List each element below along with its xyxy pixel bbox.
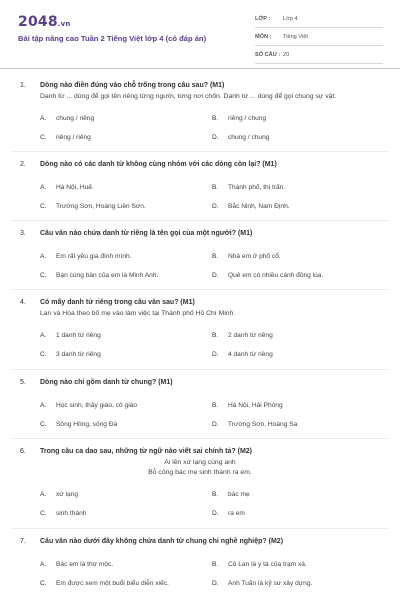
answer-option[interactable] [212, 421, 297, 428]
option-text: 1 danh từ riêng [56, 332, 101, 339]
option-letter: C. [40, 203, 47, 210]
answer-option[interactable] [40, 491, 78, 498]
answer-option[interactable] [40, 510, 86, 517]
question-divider [12, 438, 388, 439]
logo-suffix: .vn [57, 20, 71, 28]
option-letter: D. [212, 134, 219, 141]
option-text: Em được xem một buổi biểu diễn xiếc. [56, 580, 169, 587]
option-letter: D. [212, 580, 219, 587]
option-letter: D. [212, 272, 219, 279]
option-text: 4 danh từ riêng [228, 351, 273, 358]
question-divider [12, 289, 388, 290]
option-letter: B. [212, 402, 219, 409]
option-text: riêng / chung [228, 115, 267, 122]
question-quote-line: Bỗ công bác mẹ sinh thành ra em. [148, 469, 252, 476]
answer-option[interactable] [212, 351, 273, 358]
question-number: 3. [20, 230, 26, 237]
question-number: 5. [20, 379, 26, 386]
question-subtext: Danh từ ... dùng để gọi tên riêng từng người, từng nơi chốn. Danh từ ... dùng để gọi chung sự vật. [40, 93, 337, 100]
info-key: MÔN : [255, 34, 272, 40]
option-text: bác mẹ [228, 491, 250, 498]
answer-option[interactable] [212, 561, 307, 568]
question-quote-line: Ai lên xứ lạng cùng anh [164, 459, 236, 466]
option-letter: B. [212, 561, 219, 568]
option-letter: C. [40, 421, 47, 428]
option-text: Hà Nội, Huế. [56, 184, 94, 191]
answer-option[interactable] [40, 253, 132, 260]
answer-option[interactable] [212, 115, 266, 122]
option-text: Bác em là thợ mộc. [56, 561, 114, 568]
answer-option[interactable] [212, 402, 283, 409]
option-text: chung / chung [228, 134, 270, 141]
question-number: 1. [20, 82, 26, 89]
option-letter: A. [40, 253, 47, 260]
answer-option[interactable] [40, 203, 146, 210]
option-letter: D. [212, 351, 219, 358]
answer-option[interactable] [40, 272, 158, 279]
question-number: 7. [20, 538, 26, 545]
question-text: Dòng nào chỉ gồm danh từ chung? (M1) [40, 379, 173, 386]
option-letter: A. [40, 402, 47, 409]
answer-option[interactable] [40, 561, 113, 568]
info-value: 20 [283, 52, 290, 58]
option-text: Bạn cùng bàn của em là Minh Anh. [56, 272, 159, 279]
question-divider [12, 220, 388, 221]
question-text: Câu văn nào chứa danh từ riêng là tên gọi của một người? (M1) [40, 230, 253, 237]
question-text: Dòng nào có các danh từ không cùng nhóm với các dòng còn lại? (M1) [40, 161, 277, 168]
option-text: 3 danh từ riêng [56, 351, 101, 358]
option-letter: D. [212, 510, 219, 517]
option-letter: C. [40, 272, 47, 279]
answer-option[interactable] [212, 184, 285, 191]
answer-option[interactable] [40, 184, 94, 191]
option-text: Học sinh, thầy giáo, cô giáo [56, 402, 138, 409]
answer-option[interactable] [40, 351, 101, 358]
info-box [255, 14, 383, 68]
answer-option[interactable] [212, 491, 250, 498]
answer-option[interactable] [212, 332, 273, 339]
info-row-class [255, 14, 383, 28]
option-text: riêng / riêng [56, 134, 91, 141]
answer-option[interactable] [212, 134, 269, 141]
question-subtext: Lan và Hòa theo bố mẹ vào làm việc tại Thành phố Hồ Chí Minh. [40, 310, 236, 317]
option-letter: A. [40, 561, 47, 568]
question-number: 4. [20, 299, 26, 306]
option-text: 2 danh từ riêng [228, 332, 273, 339]
question-text: Dòng nào điền đúng vào chỗ trống trong câu sau? (M1) [40, 82, 225, 89]
info-key: SỐ CÂU : [255, 52, 281, 58]
page-header [0, 0, 400, 70]
option-text: Nhà em ở phố cổ. [228, 253, 281, 260]
option-letter: B. [212, 253, 219, 260]
question-text: Có mấy danh từ riêng trong câu văn sau? (M1) [40, 299, 195, 306]
option-letter: B. [212, 491, 219, 498]
logo-text: 2048 [18, 14, 58, 30]
question-text: Câu văn nào dưới đây không chứa danh từ chung chỉ nghề nghiệp? (M2) [40, 538, 284, 545]
question-number: 6. [20, 448, 26, 455]
option-letter: A. [40, 184, 47, 191]
option-letter: C. [40, 580, 47, 587]
answer-option[interactable] [40, 134, 91, 141]
option-text: Thành phố, thị trấn. [228, 184, 286, 191]
question-divider [12, 369, 388, 370]
answer-option[interactable] [40, 421, 117, 428]
question-number: 2. [20, 161, 26, 168]
option-letter: C. [40, 351, 47, 358]
option-text: Hà Nội, Hải Phòng [228, 402, 283, 409]
option-letter: A. [40, 332, 47, 339]
info-row-subject [255, 32, 383, 46]
answer-option[interactable] [212, 253, 281, 260]
answer-option[interactable] [212, 510, 245, 517]
option-letter: C. [40, 510, 47, 517]
answer-option[interactable] [40, 115, 94, 122]
option-text: Em rất yêu gia đình mình. [56, 253, 132, 260]
document-title: Bài tập nâng cao Tuần 2 Tiếng Việt lớp 4 (có đáp án) [18, 34, 207, 43]
option-letter: B. [212, 115, 219, 122]
option-text: xứ lạng [56, 491, 79, 498]
option-text: ra em [228, 510, 245, 517]
option-text: sinh thành [56, 510, 87, 517]
answer-option[interactable] [40, 332, 101, 339]
option-letter: C. [40, 134, 47, 141]
info-key: LỚP : [255, 16, 271, 22]
option-text: Trường Sơn, Hoàng Liên Sơn. [56, 203, 146, 210]
option-letter: A. [40, 115, 47, 122]
option-letter: D. [212, 421, 219, 428]
answer-option[interactable] [212, 580, 312, 587]
option-letter: D. [212, 203, 219, 210]
option-text: chung / riêng [56, 115, 95, 122]
header-divider [0, 68, 400, 69]
option-text: Trường Sơn, Hoàng Sa [228, 421, 298, 428]
option-text: Bắc Ninh, Nam Định. [228, 203, 290, 210]
site-logo[interactable] [18, 14, 71, 30]
answer-option[interactable] [212, 272, 323, 279]
question-divider [12, 528, 388, 529]
answer-option[interactable] [40, 580, 169, 587]
option-letter: A. [40, 491, 47, 498]
question-divider [12, 151, 388, 152]
option-text: Anh Tuấn là kỹ sư xây dựng. [228, 580, 313, 587]
answer-option[interactable] [212, 203, 290, 210]
answer-option[interactable] [40, 402, 137, 409]
question-text: Trong câu ca dao sau, những từ ngữ nào viết sai chính tả? (M2) [40, 448, 253, 455]
option-text: Cô Lan là y tá của trạm xá. [228, 561, 307, 568]
option-text: Sông Hồng, sông Đà [56, 421, 118, 428]
option-text: Quê em có nhiều cánh đồng lúa. [228, 272, 324, 279]
info-value: Tiếng Việt [283, 34, 308, 40]
option-letter: B. [212, 184, 219, 191]
info-value: Lớp 4 [283, 16, 298, 22]
option-letter: B. [212, 332, 219, 339]
info-row-count [255, 50, 383, 64]
